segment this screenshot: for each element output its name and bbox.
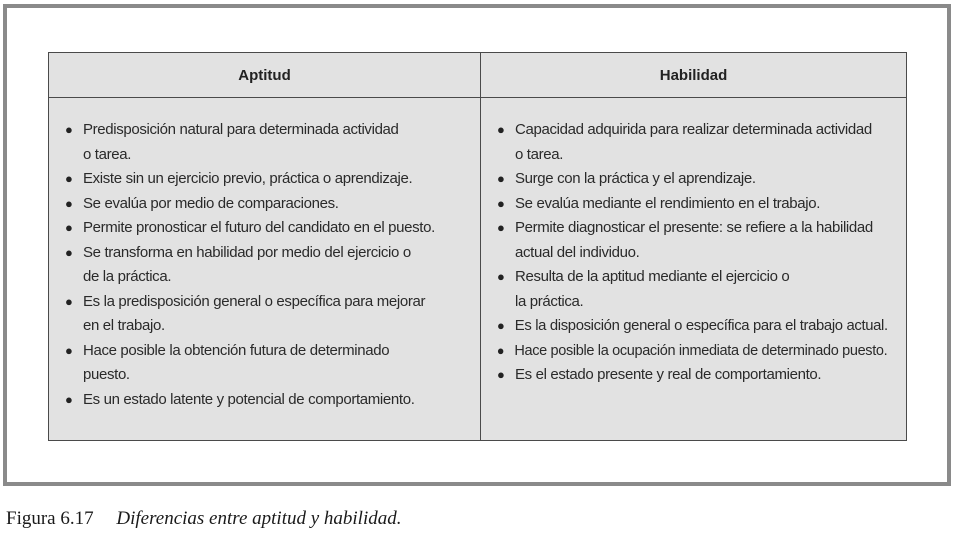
- list-item-text: Predisposición natural para determinada actividad: [83, 121, 399, 138]
- list-item-text: Es un estado latente y potencial de comportamiento.: [83, 390, 415, 408]
- list-item: [495, 265, 888, 314]
- list-item-text: Se evalúa mediante el rendimiento en el trabajo.: [515, 194, 821, 212]
- list-item: [63, 192, 462, 217]
- comparison-table: [48, 52, 907, 441]
- bullet-icon: ●: [65, 220, 73, 235]
- figure-title: Diferencias entre aptitud y habilidad.: [116, 508, 402, 529]
- list-item-text: Existe sin un ejercicio previo, práctica o aprendizaje.: [83, 170, 413, 187]
- list-item-text: Hace posible la obtención futura de determinado: [83, 341, 390, 359]
- bullet-icon: ●: [65, 342, 73, 358]
- header-row: [49, 53, 907, 98]
- list-item: [63, 290, 462, 339]
- list-item: [495, 339, 907, 364]
- bullet-icon: ●: [497, 171, 505, 186]
- list-item-text: en el trabajo.: [83, 317, 165, 334]
- list-item: [495, 192, 888, 217]
- bullet-icon: ●: [65, 171, 73, 186]
- list-item-text: Permite pronosticar el futuro del candidato en el puesto.: [83, 219, 435, 236]
- bullet-icon: ●: [497, 195, 505, 211]
- list-item: [495, 314, 908, 339]
- list-item-text: Permite diagnosticar el presente: se refiere a la habilidad: [515, 219, 873, 236]
- list-item-text: Es la predisposición general o específica para mejorar: [83, 292, 426, 310]
- list-item: [63, 118, 462, 167]
- aptitud-cell: [49, 98, 481, 441]
- bullet-icon: ●: [65, 391, 73, 407]
- bullet-icon: ●: [496, 318, 505, 333]
- list-item: [63, 339, 462, 388]
- list-item-text: Resulta de la aptitud mediante el ejercicio o: [515, 268, 790, 285]
- figure-number: Figura 6.17: [6, 508, 94, 529]
- list-item: [63, 167, 462, 192]
- list-item: [63, 216, 462, 241]
- bullet-icon: ●: [497, 269, 505, 284]
- list-item-text: Se transforma en habilidad por medio del ejercicio o: [83, 243, 411, 261]
- header-habilidad: Habilidad: [481, 53, 907, 98]
- bullet-icon: ●: [497, 220, 505, 235]
- list-item-text: actual del individuo.: [515, 243, 640, 261]
- bullet-icon: ●: [65, 293, 73, 309]
- list-item: [495, 363, 888, 388]
- list-item: [495, 118, 888, 167]
- list-item-text: Surge con la práctica y el aprendizaje.: [515, 170, 756, 187]
- bullet-icon: ●: [496, 342, 505, 358]
- list-item-text: la práctica.: [515, 292, 584, 310]
- bullet-icon: ●: [65, 122, 73, 137]
- list-item-text: de la práctica.: [83, 268, 172, 285]
- habilidad-list: [495, 118, 888, 388]
- habilidad-cell: [481, 98, 907, 441]
- list-item-text: Hace posible la ocupación inmediata de determinado puesto.: [514, 341, 888, 359]
- list-item: [63, 388, 462, 413]
- bullet-icon: ●: [65, 195, 73, 211]
- bullet-icon: ●: [497, 122, 505, 137]
- list-item-text: o tarea.: [83, 145, 132, 163]
- body-row: [49, 98, 907, 441]
- bullet-icon: ●: [497, 367, 505, 382]
- list-item: [495, 216, 888, 265]
- list-item-text: o tarea.: [515, 145, 564, 163]
- list-item-text: Es el estado presente y real de comportamiento.: [515, 366, 822, 383]
- bullet-icon: ●: [65, 244, 73, 260]
- list-item: [63, 241, 462, 290]
- header-aptitud: Aptitud: [49, 53, 481, 98]
- figure-caption: [6, 508, 402, 530]
- list-item-text: Es la disposición general o específica para el trabajo actual.: [514, 317, 888, 334]
- aptitud-list: [63, 118, 462, 412]
- list-item-text: Se evalúa por medio de comparaciones.: [83, 194, 339, 212]
- list-item: [495, 167, 888, 192]
- list-item-text: puesto.: [83, 366, 130, 383]
- list-item-text: Capacidad adquirida para realizar determinada actividad: [515, 121, 872, 138]
